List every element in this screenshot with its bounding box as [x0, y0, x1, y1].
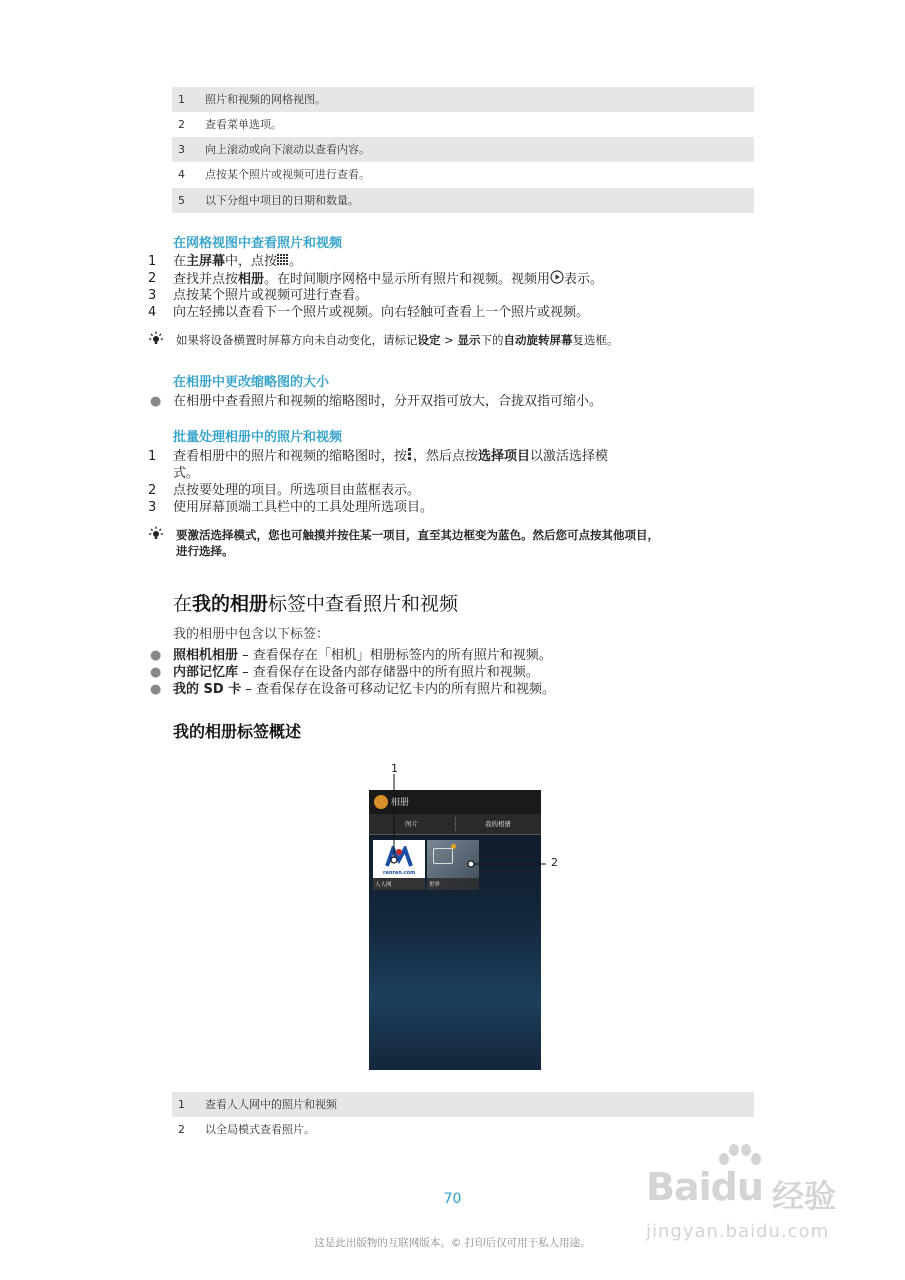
- legend-text: 以下分组中项目的日期和数量。: [205, 194, 359, 207]
- album-label: 世界: [429, 882, 441, 888]
- bullet-bold: 照相机相册: [173, 648, 239, 663]
- lightbulb-icon: [148, 526, 164, 546]
- legend-text: 照片和视频的网格视图。: [205, 93, 326, 106]
- watermark-url: jingyan.baidu.com: [646, 1221, 830, 1242]
- tip-text: 复选框。: [572, 333, 619, 347]
- step-text: 查看相册中的照片和视频的缩略图时，按: [173, 449, 408, 464]
- section-title-my-albums: [173, 589, 458, 616]
- legend-number: 4: [178, 168, 185, 181]
- legend-row: [172, 188, 754, 213]
- step-text: 使用屏幕顶端工具栏中的工具处理所选项目。: [173, 500, 434, 515]
- legend-text: 向上滚动或向下滚动以查看内容。: [205, 143, 370, 156]
- legend-number: 5: [178, 194, 185, 207]
- tip-bold: 设定: [417, 333, 441, 347]
- step-bold: 主屏幕: [186, 254, 226, 269]
- bullet-text: – 查看保存在「相机」相册标签内的所有照片和视频。: [238, 648, 552, 663]
- bullet-bold: 内部记忆库: [173, 665, 239, 680]
- bullet-dot: ●: [150, 665, 162, 680]
- step-number: 3: [148, 500, 157, 515]
- step-bold: 选择项目: [478, 449, 531, 464]
- legend-row: [172, 112, 754, 137]
- step-number: 2: [148, 483, 157, 498]
- tip-text: >: [440, 333, 458, 347]
- legend-number: 3: [178, 143, 185, 156]
- watermark-brand: Baidu: [646, 1165, 763, 1209]
- title-bold: 我的相册: [192, 593, 269, 615]
- album-label: 人人网: [375, 882, 392, 888]
- step-text: 中，点按: [225, 254, 278, 269]
- section-heading-thumbnail-size: 在相册中更改缩略图的大小: [173, 375, 330, 390]
- step-text: ，然后点按: [413, 449, 479, 464]
- legend-text: 以全局模式查看照片。: [205, 1123, 315, 1136]
- step-number: 4: [148, 305, 157, 320]
- legend-number: 1: [178, 1098, 185, 1111]
- play-icon: [550, 270, 564, 289]
- page-number: 70: [443, 1191, 462, 1207]
- legend-number: 1: [178, 93, 185, 106]
- renren-logo-text: renren.com: [383, 870, 416, 876]
- legend-number: 2: [178, 1123, 185, 1136]
- legend-row: [172, 162, 754, 187]
- step-text: 。在时间顺序网格中显示所有照片和视频。视频用: [264, 272, 551, 287]
- paw-icon: [714, 1143, 764, 1175]
- section-heading-grid-view: 在网格视图中查看照片和视频: [173, 236, 343, 251]
- legend-row: [172, 137, 754, 162]
- tab-my-albums[interactable]: 我的相册: [485, 820, 511, 828]
- step-number: 2: [148, 271, 157, 286]
- tip-bold: 显示: [457, 333, 481, 347]
- legend-text: 点按某个照片或视频可进行查看。: [205, 168, 370, 181]
- legend-number: 2: [178, 118, 185, 131]
- bullet-dot: ●: [150, 394, 162, 409]
- lightbulb-icon: [148, 331, 164, 351]
- tip-text: 要激活选择模式，您也可触摸并按住某一项目，直至其边框变为蓝色。然后您可点按其他项目，: [176, 528, 659, 542]
- section-heading-batch: 批量处理相册中的照片和视频: [173, 430, 343, 445]
- bullet-text: – 查看保存在设备内部存储器中的所有照片和视频。: [238, 665, 539, 680]
- step-text: 式。: [173, 466, 200, 481]
- legend-row: [172, 1117, 754, 1142]
- step-text: 点按要处理的项目。所选项目由蓝框表示。: [173, 483, 421, 498]
- tip-text: 如果将设备横置时屏幕方向未自动变化，请标记: [176, 333, 418, 347]
- footer-note: 这是此出版物的互联网版本。© 打印后仅可用于私人用途。: [314, 1237, 591, 1249]
- step-text: 点按某个照片或视频可进行查看。: [173, 288, 369, 303]
- step-number: 3: [148, 288, 157, 303]
- overview-title: 我的相册标签概述: [173, 722, 302, 741]
- step-text: 表示。: [564, 272, 604, 287]
- step-text: 查找并点按: [173, 272, 239, 287]
- baidu-watermark: [640, 1143, 855, 1253]
- step-text: 。: [289, 254, 303, 269]
- tip-text: 下的: [480, 333, 504, 347]
- callout-lines: [360, 760, 580, 880]
- bullet-dot: ●: [150, 648, 162, 663]
- bullet-dot: ●: [150, 682, 162, 697]
- legend-text: 查看人人网中的照片和视频: [205, 1098, 337, 1111]
- intro-text: 我的相册中包含以下标签：: [173, 627, 330, 642]
- step-text: 以激活选择模: [530, 449, 609, 464]
- bullet-text: – 查看保存在设备可移动记忆卡内的所有照片和视频。: [241, 682, 555, 697]
- step-bold: 相册: [238, 272, 265, 287]
- bullet-bold: 我的 SD 卡: [173, 682, 242, 697]
- callout-number-2: 2: [551, 856, 558, 869]
- watermark-brand-cn: 经验: [772, 1177, 837, 1215]
- app-title: 相册: [391, 798, 410, 808]
- step-text: 在: [173, 254, 187, 269]
- title-text: 在: [173, 593, 193, 615]
- legend-row: [172, 87, 754, 112]
- callout-number-1: 1: [391, 762, 398, 775]
- step-number: 1: [148, 254, 157, 269]
- step-number: 1: [148, 449, 157, 464]
- step-text: 向左轻拂以查看下一个照片或视频。向右轻触可查看上一个照片或视频。: [173, 305, 590, 320]
- legend-text: 查看菜单选项。: [205, 118, 282, 131]
- tab-photos[interactable]: 图片: [405, 820, 418, 828]
- app-grid-icon: [277, 253, 289, 270]
- tip-text: 进行选择。: [176, 544, 234, 558]
- title-text: 标签中查看照片和视频: [268, 593, 459, 615]
- tip-bold: 自动旋转屏幕: [503, 333, 573, 347]
- bullet-text: 在相册中查看照片和视频的缩略图时，分开双指可放大，合拢双指可缩小。: [173, 394, 603, 409]
- legend-row: [172, 1092, 754, 1117]
